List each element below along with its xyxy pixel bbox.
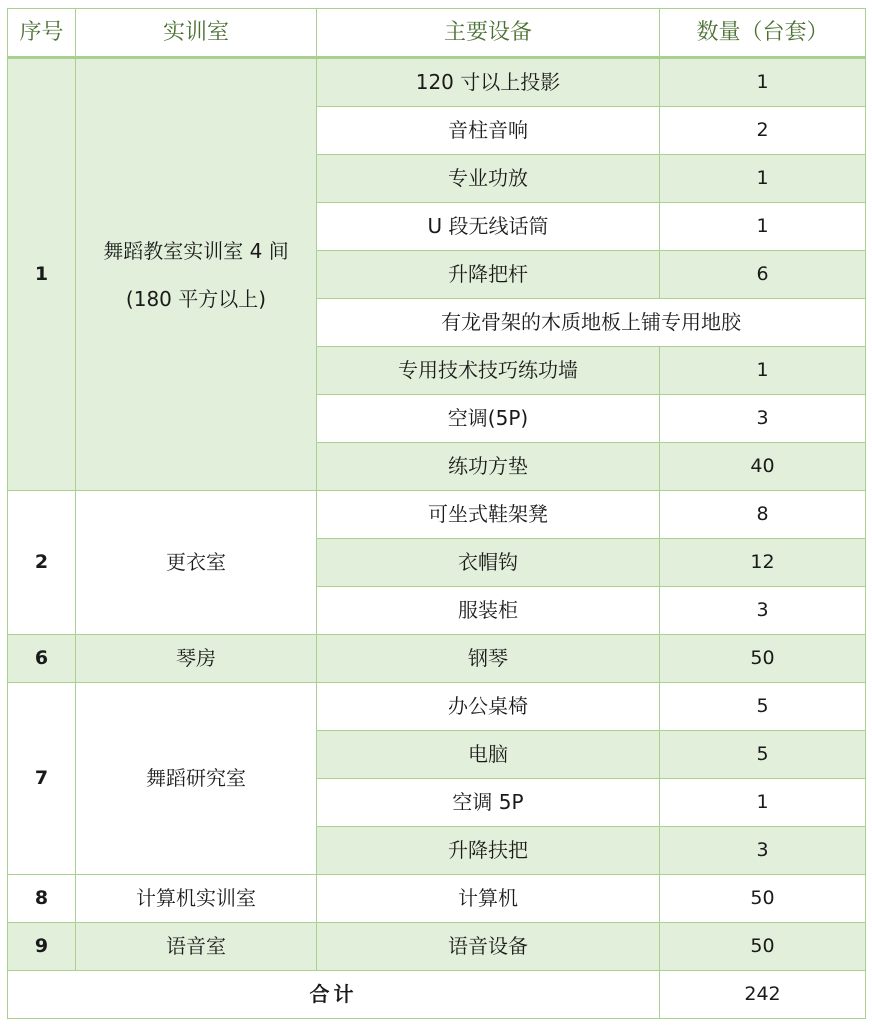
equipment-cell: 可坐式鞋架凳 xyxy=(317,491,660,539)
equipment-cell: 升降扶把 xyxy=(317,827,660,875)
row-number: 2 xyxy=(8,491,76,635)
table-row xyxy=(8,875,866,923)
qty-cell: 1 xyxy=(660,347,866,395)
equipment-cell: 电脑 xyxy=(317,731,660,779)
header-no: 序号 xyxy=(8,9,76,58)
qty-cell: 1 xyxy=(660,155,866,203)
qty-cell: 1 xyxy=(660,58,866,107)
equipment-cell: 空调(5P) xyxy=(317,395,660,443)
row-number: 9 xyxy=(8,923,76,971)
row-number: 6 xyxy=(8,635,76,683)
room-name: 语音室 xyxy=(76,923,317,971)
qty-cell: 50 xyxy=(660,923,866,971)
total-qty: 242 xyxy=(660,971,866,1019)
total-row xyxy=(8,971,866,1019)
qty-cell: 6 xyxy=(660,251,866,299)
qty-cell: 3 xyxy=(660,827,866,875)
qty-cell: 12 xyxy=(660,539,866,587)
row-number: 8 xyxy=(8,875,76,923)
qty-cell: 8 xyxy=(660,491,866,539)
room-name: 舞蹈研究室 xyxy=(76,683,317,875)
table-row xyxy=(8,58,866,107)
room-name: 琴房 xyxy=(76,635,317,683)
equipment-cell: 音柱音响 xyxy=(317,107,660,155)
table-row xyxy=(8,491,866,539)
qty-cell: 1 xyxy=(660,203,866,251)
room-name xyxy=(76,58,317,491)
table-row xyxy=(8,683,866,731)
qty-cell: 2 xyxy=(660,107,866,155)
equipment-cell: 衣帽钩 xyxy=(317,539,660,587)
equipment-cell: 专用技术技巧练功墙 xyxy=(317,347,660,395)
equipment-cell: 语音设备 xyxy=(317,923,660,971)
header-equipment: 主要设备 xyxy=(317,9,660,58)
equipment-cell: 空调 5P xyxy=(317,779,660,827)
equipment-cell: 有龙骨架的木质地板上铺专用地胶 xyxy=(317,299,866,347)
header-room: 实训室 xyxy=(76,9,317,58)
row-number: 1 xyxy=(8,58,76,491)
qty-cell: 50 xyxy=(660,635,866,683)
qty-cell: 3 xyxy=(660,395,866,443)
qty-cell: 5 xyxy=(660,683,866,731)
qty-cell: 1 xyxy=(660,779,866,827)
row-number: 7 xyxy=(8,683,76,875)
equipment-cell: U 段无线话筒 xyxy=(317,203,660,251)
room-name: 更衣室 xyxy=(76,491,317,635)
room-name: 计算机实训室 xyxy=(76,875,317,923)
equipment-cell: 办公桌椅 xyxy=(317,683,660,731)
equipment-cell: 120 寸以上投影 xyxy=(317,58,660,107)
equipment-table xyxy=(7,8,866,1019)
room-name-line1: 舞蹈教室实训室 4 间 xyxy=(103,238,289,263)
header-row xyxy=(8,9,866,58)
header-qty: 数量（台套） xyxy=(660,9,866,58)
equipment-cell: 钢琴 xyxy=(317,635,660,683)
equipment-cell: 练功方垫 xyxy=(317,443,660,491)
room-name-line2: (180 平方以上) xyxy=(125,286,267,311)
table-row xyxy=(8,923,866,971)
equipment-cell: 计算机 xyxy=(317,875,660,923)
table-row xyxy=(8,635,866,683)
equipment-cell: 服装柜 xyxy=(317,587,660,635)
qty-cell: 3 xyxy=(660,587,866,635)
equipment-cell: 专业功放 xyxy=(317,155,660,203)
total-label: 合计 xyxy=(8,971,660,1019)
qty-cell: 5 xyxy=(660,731,866,779)
equipment-cell: 升降把杆 xyxy=(317,251,660,299)
qty-cell: 40 xyxy=(660,443,866,491)
qty-cell: 50 xyxy=(660,875,866,923)
